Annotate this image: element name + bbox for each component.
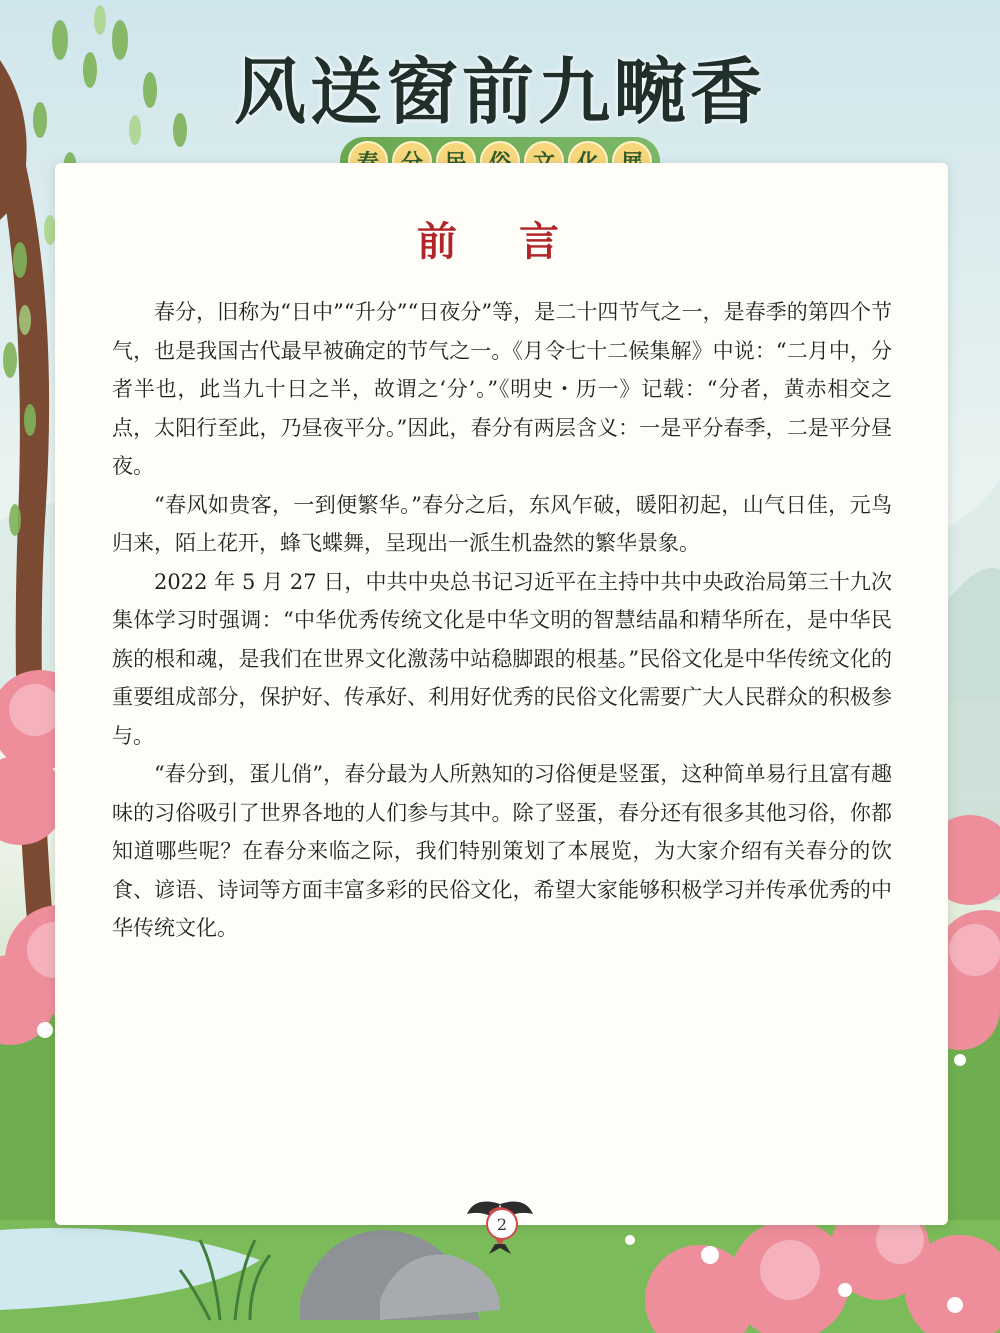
poster-title: 风送窗前九畹香 [233, 50, 766, 134]
page-number: 2 [486, 1208, 518, 1240]
paragraph: 春分，旧称为“日中”“升分”“日夜分”等，是二十四节气之一，是春季的第四个节气，也是我国古代最早被确定的节气之一。《月令七十二候集解》中说：“二月中，分者半也，此当九十日之半，故谓之‘分’。”《明史・历一》记载：“分者，黄赤相交之点，太阳行至此，乃昼夜平分。”因此，春分有两层含义：一是平分春季，二是平分昼夜。 [112, 300, 892, 478]
paragraph: “春分到，蛋儿俏”，春分最为人所熟知的习俗便是竖蛋，这种简单易行且富有趣味的习俗吸引了世界各地的人们参与其中。除了竖蛋，春分还有很多其他习俗，你都知道哪些呢？在春分来临之际，我们特别策划了本展览，为大家介绍有关春分的饮食、谚语、诗词等方面丰富多彩的民俗文化，希望大家能够积极学习并传承优秀的中华传统文化。 [112, 762, 892, 940]
section-heading: 前 言 [417, 219, 583, 265]
paragraph: 2022 年 5 月 27 日，中共中央总书记习近平在主持中共中央政治局第三十九次集体学习时强调：“中华优秀传统文化是中华文明的智慧结晶和精华所在，是中华民族的根和魂，是我们在世界文化激荡中站稳脚跟的根基。”民俗文化是中华传统文化的重要组成部分，保护好、传承好、利用好优秀的民俗文化需要广大人民群众的积极参与。 [112, 569, 892, 748]
preface-body [112, 293, 892, 948]
paragraph: “春风如贵客，一到便繁华。”春分之后，东风乍破，暖阳初起，山气日佳，元鸟归来，陌上花开，蜂飞蝶舞，呈现出一派生机盎然的繁华景象。 [112, 492, 892, 555]
